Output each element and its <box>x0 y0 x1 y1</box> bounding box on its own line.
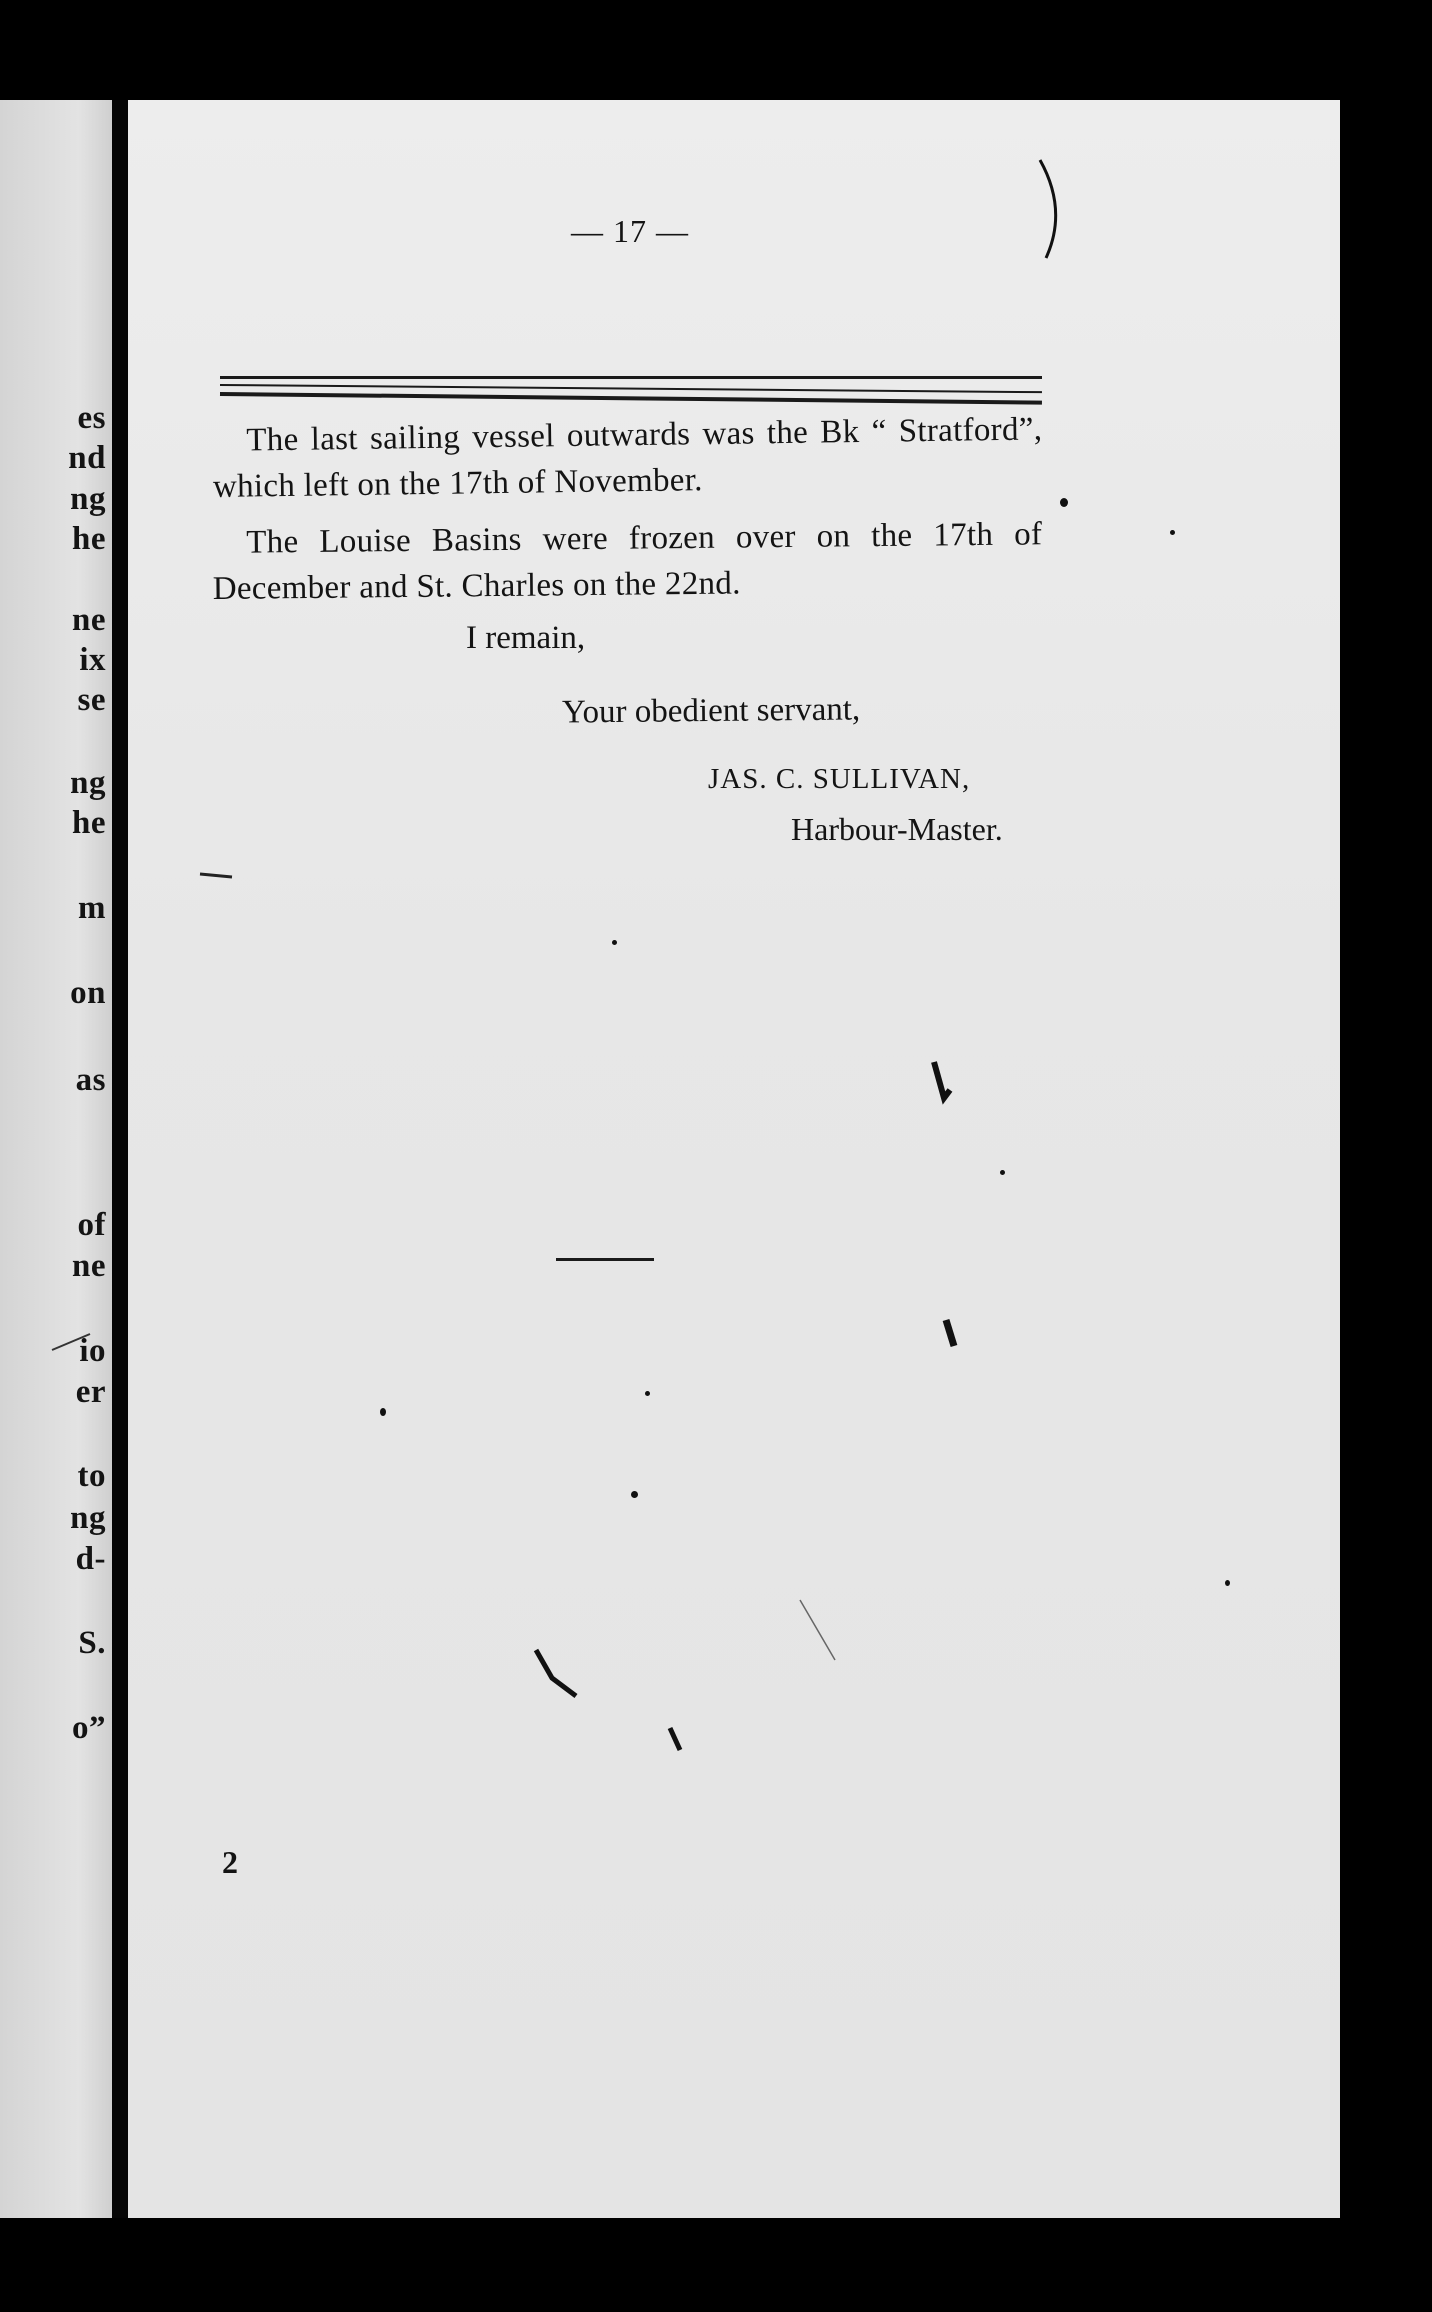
facing-page-fragment: io <box>79 1333 106 1369</box>
facing-page-fragment: es <box>77 400 106 436</box>
signer-name: JAS. C. SULLIVAN, <box>708 763 971 795</box>
ink-speck <box>1170 530 1175 535</box>
closing-line: I remain, <box>466 620 586 656</box>
facing-page-fragment: ng <box>70 1500 106 1536</box>
header-rule-top <box>220 376 1042 379</box>
closing-rule <box>556 1258 654 1261</box>
facing-page-fragment: ne <box>72 1248 106 1284</box>
binding-gutter <box>112 100 128 2218</box>
facing-page-edge <box>0 100 112 2218</box>
facing-page-fragment: as <box>75 1062 106 1098</box>
ink-speck <box>380 1408 386 1416</box>
page-number: — 17 — <box>571 213 689 249</box>
facing-page-fragment: se <box>77 682 106 718</box>
facing-page-fragment: to <box>77 1458 106 1494</box>
facing-page-fragment: of <box>77 1207 106 1243</box>
ink-speck <box>645 1391 650 1396</box>
facing-page-fragment: nd <box>68 440 106 476</box>
paragraph-last-vessel: The last sailing vessel outwards was the Bk “ Stratford”, which left on the 17th of November. <box>212 411 1043 505</box>
ink-speck <box>1060 498 1068 507</box>
facing-page-fragment: o” <box>72 1710 106 1746</box>
facing-page-fragment: on <box>70 975 106 1011</box>
ink-speck <box>612 940 617 945</box>
facing-page-fragment: m <box>78 890 106 926</box>
facing-page-fragment: ix <box>79 642 106 678</box>
facing-page-fragment: er <box>75 1374 106 1410</box>
facing-page-fragment: ng <box>70 765 106 801</box>
printer-signature-mark: 2 <box>222 1844 238 1880</box>
ink-speck <box>1000 1170 1005 1175</box>
facing-page-fragment: ne <box>72 602 106 638</box>
signer-title: Harbour-Master. <box>791 811 1003 847</box>
facing-page-fragment: d- <box>75 1541 106 1577</box>
ink-speck <box>631 1491 638 1498</box>
ink-speck <box>1225 1580 1230 1586</box>
facing-page-fragment: S. <box>78 1625 106 1661</box>
facing-page-fragment: ng <box>70 481 106 517</box>
facing-page-fragment: he <box>72 521 106 557</box>
valediction: Your obedient servant, <box>561 691 861 731</box>
paragraph-frozen-basins: The Louise Basins were frozen over on the 17th of December and St. Charles on the 22nd. <box>212 516 1043 607</box>
facing-page-fragment: he <box>72 805 106 841</box>
